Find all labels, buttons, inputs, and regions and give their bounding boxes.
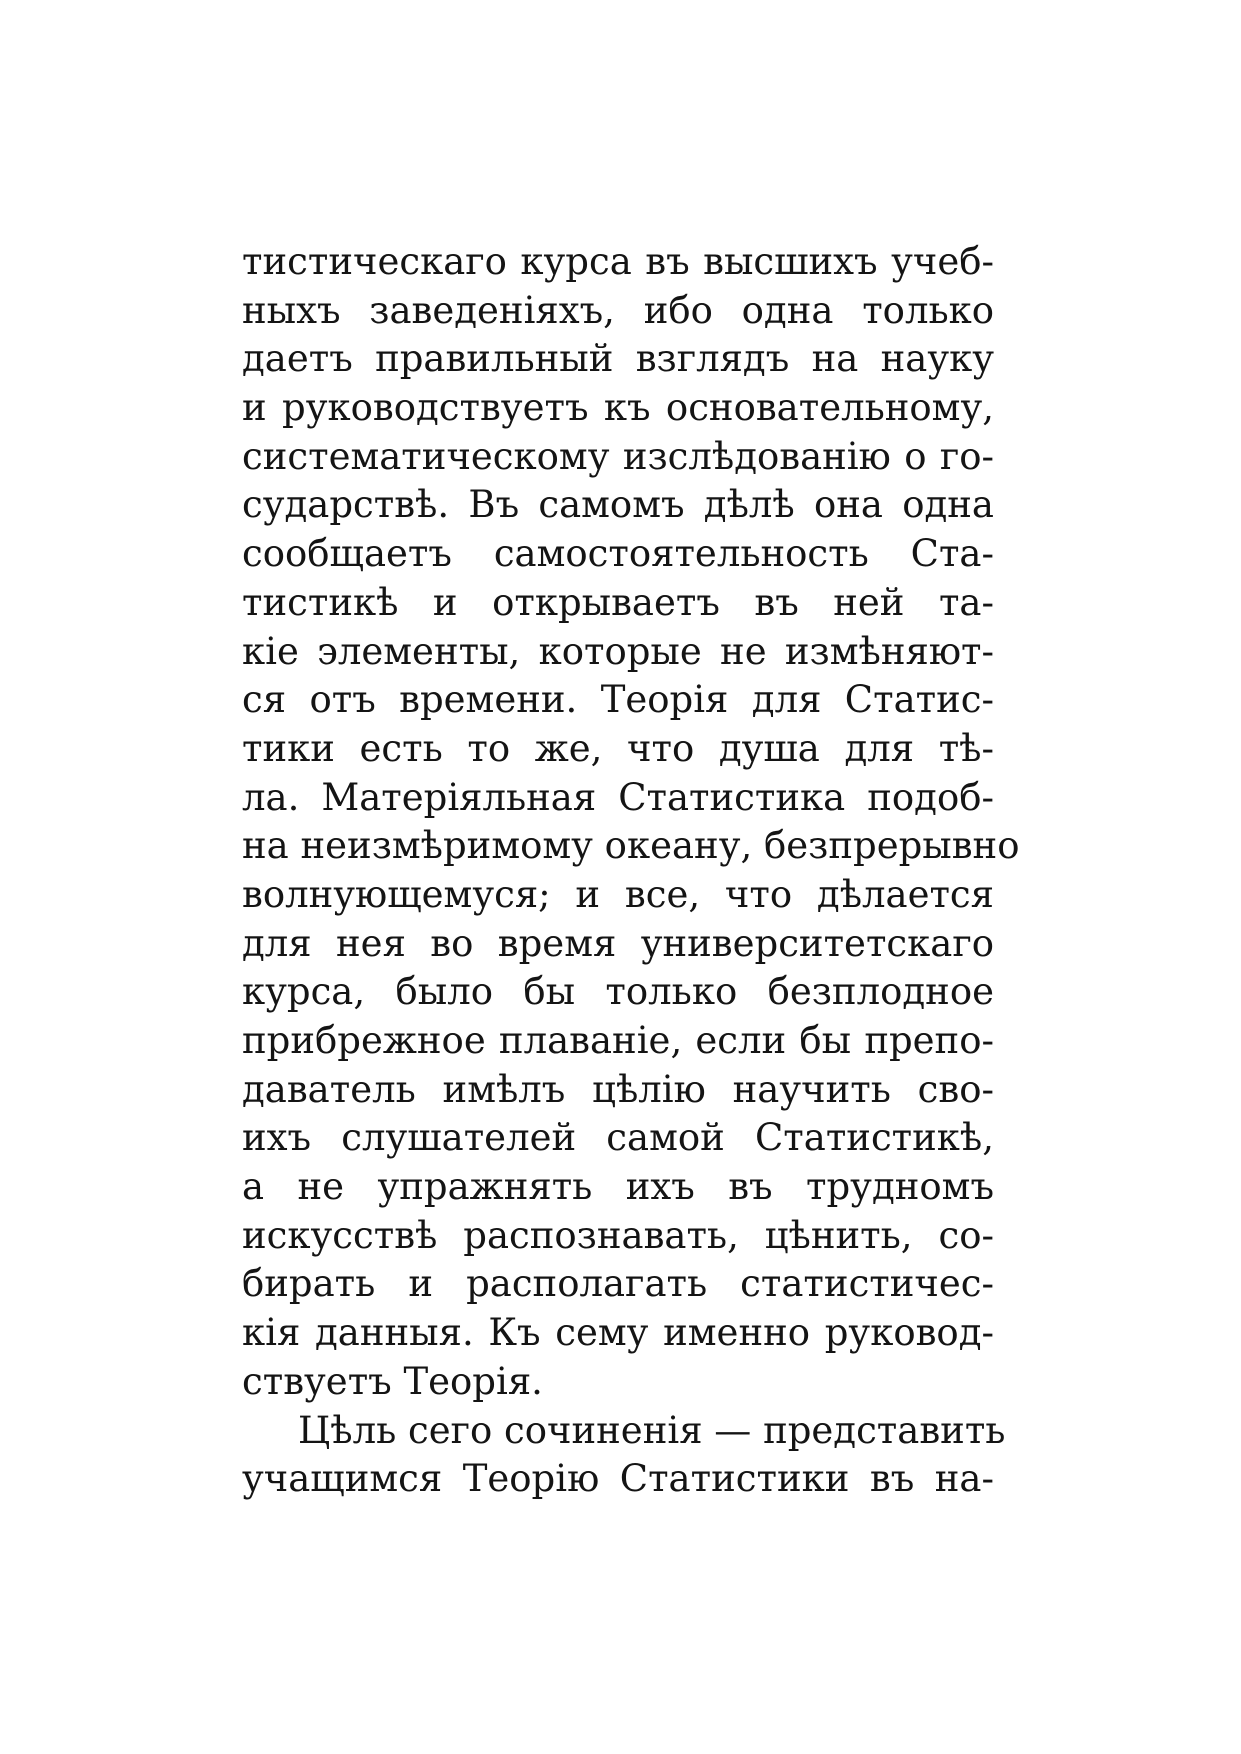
text-line: Цѣль сего сочиненія — представить <box>298 1408 1006 1452</box>
text-line: курса, было бы только безплодное <box>242 970 994 1014</box>
text-line: тики есть то же, что душа для тѣ- <box>242 726 994 770</box>
text-line: на неизмѣримому океану, безпрерывно <box>242 824 1020 868</box>
text-line: волнующемуся; и все, что дѣлается <box>242 872 994 916</box>
text-line: а не упражнять ихъ въ трудномъ <box>242 1165 994 1209</box>
text-line: искусствѣ распознавать, цѣнить, со- <box>242 1213 994 1257</box>
text-line: кіе элементы, которые не измѣняют- <box>242 629 994 673</box>
text-line: ныхъ заведеніяхъ, ибо одна только <box>242 288 994 332</box>
text-line: ся отъ времени. Теорія для Статис- <box>242 678 994 722</box>
body-text <box>242 238 1020 1504</box>
text-line: тистикѣ и открываетъ въ ней та- <box>242 580 994 624</box>
text-line: даватель имѣлъ цѣлію научить сво- <box>242 1067 994 1111</box>
text-line: тистическаго курса въ высшихъ учеб- <box>242 240 994 283</box>
text-line: и руководствуетъ къ основательному, <box>242 386 994 430</box>
text-line: сообщаетъ самостоятельность Ста- <box>242 532 994 576</box>
paragraph-2 <box>242 1407 1006 1504</box>
text-line: для нея во время университетскаго <box>242 921 994 965</box>
text-line: даетъ правильный взглядъ на науку <box>242 337 994 381</box>
text-line: систематическому изслѣдованію о го- <box>242 434 994 478</box>
text-line: ствуетъ Теорія. <box>242 1359 543 1403</box>
text-line: прибрежное плаваніе, если бы препо- <box>242 1019 994 1062</box>
text-line: бирать и располагать статистичес- <box>242 1262 994 1306</box>
text-line: ихъ слушателей самой Статистикѣ, <box>242 1116 994 1160</box>
text-line: кія данныя. Къ сему именно руковод- <box>242 1311 994 1355</box>
paragraph-1 <box>242 238 1020 1407</box>
text-line: ла. Матеріяльная Статистика подоб- <box>242 775 994 819</box>
text-line: сударствѣ. Въ самомъ дѣлѣ она одна <box>242 483 994 527</box>
text-line: учащимся Теорію Статистики въ на- <box>242 1457 994 1501</box>
